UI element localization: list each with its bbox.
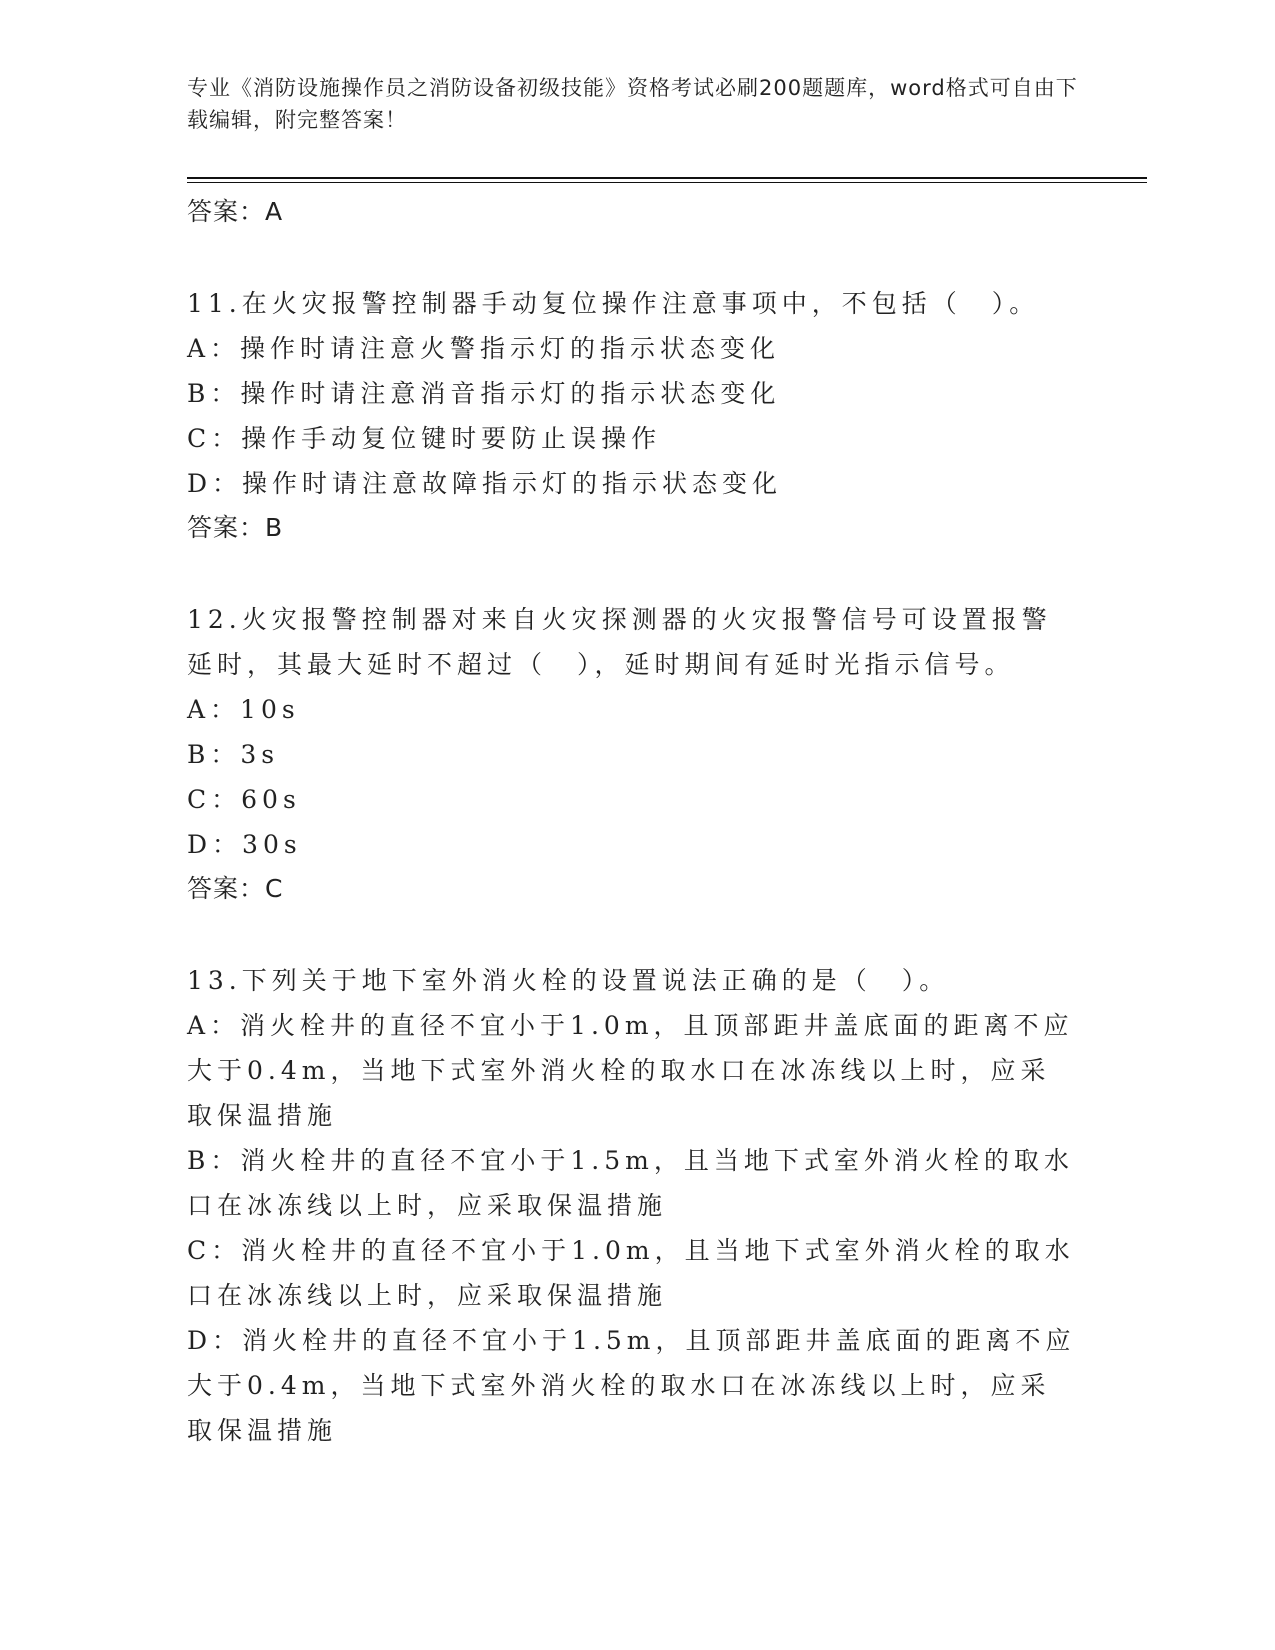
header-rule-thin [187, 182, 1147, 183]
option-a: A：操作时请注意火警指示灯的指示状态变化 [187, 334, 781, 363]
option-c: C：消火栓井的直径不宜小于1.0m，且当地下式室外消火栓的取水口在冰冻线以上时，应采取保温措施 [187, 1236, 1075, 1310]
question-list [187, 190, 1087, 1453]
question-block [187, 281, 1087, 550]
answer-line: 答案：C [187, 874, 284, 903]
option-d: D：30s [187, 830, 302, 859]
option-c: C：60s [187, 785, 301, 814]
spacer [187, 911, 1087, 958]
option-b: B：消火栓井的直径不宜小于1.5m，且当地下式室外消火栓的取水口在冰冻线以上时，应采取保温措施 [187, 1146, 1074, 1220]
header-rule-thick [187, 177, 1147, 179]
option-d: D：操作时请注意故障指示灯的指示状态变化 [187, 469, 783, 498]
option-c: C：操作手动复位键时要防止误操作 [187, 424, 662, 453]
spacer [187, 550, 1087, 597]
question-stem: 12.火灾报警控制器对来自火灾探测器的火灾报警信号可设置报警延时，其最大延时不超过（ ），延时期间有延时光指示信号。 [187, 605, 1052, 679]
document-header: 专业《消防设施操作员之消防设备初级技能》资格考试必刷200题题库，word格式可自由下载编辑，附完整答案！ [187, 76, 1078, 132]
question-stem: 11.在火灾报警控制器手动复位操作注意事项中，不包括（ ）。 [187, 289, 1040, 318]
question-block [187, 958, 1087, 1453]
option-b: B：操作时请注意消音指示灯的指示状态变化 [187, 379, 781, 408]
option-d: D：消火栓井的直径不宜小于1.5m，且顶部距井盖底面的距离不应大于0.4m，当地下式室外消火栓的取水口在冰冻线以上时，应采取保温措施 [187, 1326, 1076, 1445]
answer-line: 答案：B [187, 513, 284, 542]
option-a: A：10s [187, 695, 300, 724]
question-block [187, 597, 1087, 911]
option-a: A：消火栓井的直径不宜小于1.0m，且顶部距井盖底面的距离不应大于0.4m，当地下式室外消火栓的取水口在冰冻线以上时，应采取保温措施 [187, 1011, 1074, 1130]
spacer [187, 234, 1087, 281]
answer-line: 答案：A [187, 197, 284, 226]
question-stem: 13.下列关于地下室外消火栓的设置说法正确的是（ ）。 [187, 966, 950, 995]
option-b: B：3s [187, 740, 280, 769]
